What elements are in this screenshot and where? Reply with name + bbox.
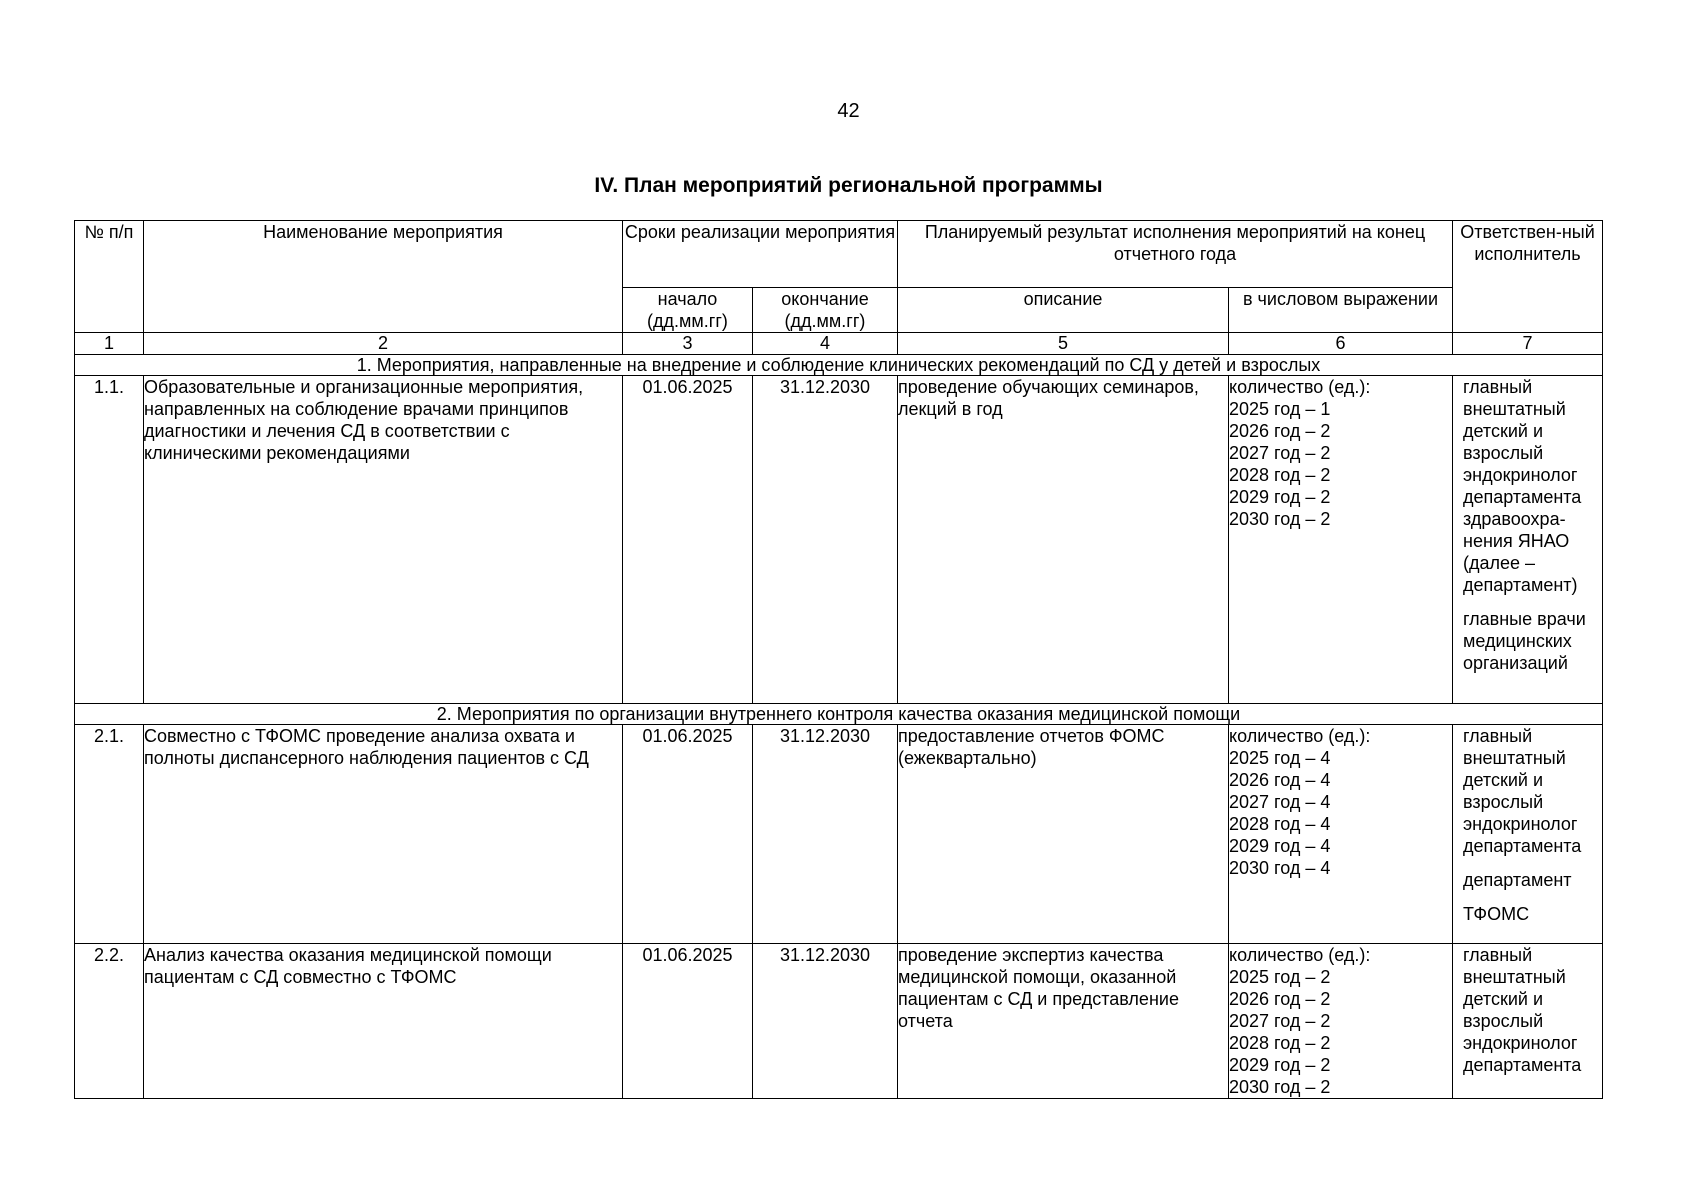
- header-end: окончание (дд.мм.гг): [753, 288, 898, 333]
- row-number: 2.2.: [75, 944, 144, 1099]
- header-name: Наименование мероприятия: [144, 221, 623, 333]
- column-number: 3: [623, 333, 753, 355]
- row-end-date: 31.12.2030: [753, 944, 898, 1099]
- responsible-line: главные врачи медицинских организаций: [1463, 609, 1586, 673]
- row-description: проведение обучающих семинаров, лекций в год: [898, 376, 1229, 704]
- numeric-line: 2029 год – 2: [1229, 487, 1331, 507]
- numeric-line: количество (ед.):: [1229, 726, 1371, 746]
- numeric-line: 2029 год – 2: [1229, 1055, 1331, 1075]
- row-name: Образовательные и организационные мероприятия, направленных на соблюдение врачами принципов диагностики и лечения СД в соответствии с клиническими рекомендациями: [144, 376, 623, 704]
- section-title: 1. Мероприятия, направленные на внедрение и соблюдение клинических рекомендаций по СД у детей и взрослых: [75, 355, 1603, 376]
- section-title: 2. Мероприятия по организации внутреннего контроля качества оказания медицинской помощи: [75, 704, 1603, 725]
- numeric-line: 2027 год – 2: [1229, 1011, 1331, 1031]
- row-description: проведение экспертиз качества медицинской помощи, оказанной пациентам с СД и представление отчета: [898, 944, 1229, 1099]
- header-num: № п/п: [75, 221, 144, 333]
- responsible-line: главный внештатный детский и взрослый эндокринолог департамента: [1463, 726, 1582, 856]
- column-number: 7: [1453, 333, 1603, 355]
- numeric-line: 2025 год – 1: [1229, 399, 1331, 419]
- numeric-line: 2026 год – 4: [1229, 770, 1331, 790]
- header-terms: Сроки реализации мероприятия: [623, 221, 898, 288]
- row-start-date: 01.06.2025: [623, 944, 753, 1099]
- numeric-line: 2028 год – 4: [1229, 814, 1331, 834]
- column-number: 2: [144, 333, 623, 355]
- column-number: 4: [753, 333, 898, 355]
- numeric-line: 2030 год – 4: [1229, 858, 1331, 878]
- row-end-date: 31.12.2030: [753, 376, 898, 704]
- row-description: предоставление отчетов ФОМС (ежеквартально): [898, 725, 1229, 944]
- row-start-date: 01.06.2025: [623, 725, 753, 944]
- section-heading-row: [75, 355, 1603, 376]
- numeric-line: количество (ед.):: [1229, 945, 1371, 965]
- numeric-line: 2026 год – 2: [1229, 421, 1331, 441]
- row-number: 2.1.: [75, 725, 144, 944]
- numeric-line: 2028 год – 2: [1229, 1033, 1331, 1053]
- numeric-line: 2025 год – 4: [1229, 748, 1331, 768]
- column-number: 5: [898, 333, 1229, 355]
- row-start-date: 01.06.2025: [623, 376, 753, 704]
- table-row: [75, 376, 1603, 704]
- column-number: 1: [75, 333, 144, 355]
- row-numeric: [1229, 725, 1453, 944]
- numeric-line: количество (ед.):: [1229, 377, 1371, 397]
- numeric-line: 2030 год – 2: [1229, 509, 1331, 529]
- numeric-line: 2027 год – 2: [1229, 443, 1331, 463]
- header-responsible: Ответствен-ный исполнитель: [1453, 221, 1603, 333]
- responsible-line: департамент: [1463, 870, 1572, 890]
- numeric-line: 2025 год – 2: [1229, 967, 1331, 987]
- responsible-line: главный внештатный детский и взрослый эндокринолог департамента здравоохра-нения ЯНАО (далее – департамент): [1463, 377, 1582, 595]
- row-numeric: [1229, 944, 1453, 1099]
- header-description: описание: [898, 288, 1229, 333]
- action-plan-table: [74, 220, 1603, 1099]
- row-numeric: [1229, 376, 1453, 704]
- numeric-line: 2027 год – 4: [1229, 792, 1331, 812]
- header-numeric: в числовом выражении: [1229, 288, 1453, 333]
- numeric-line: 2026 год – 2: [1229, 989, 1331, 1009]
- responsible-line: ТФОМС: [1463, 904, 1530, 924]
- row-end-date: 31.12.2030: [753, 725, 898, 944]
- numeric-line: 2029 год – 4: [1229, 836, 1331, 856]
- table-row: [75, 944, 1603, 1099]
- row-responsible: [1453, 376, 1603, 704]
- column-number-row: [75, 333, 1603, 355]
- header-start: начало (дд.мм.гг): [623, 288, 753, 333]
- responsible-line: главный внештатный детский и взрослый эндокринолог департамента: [1463, 945, 1582, 1075]
- header-result: Планируемый результат исполнения мероприятий на конец отчетного года: [898, 221, 1453, 288]
- page-number: 42: [837, 100, 860, 122]
- table-row: [75, 725, 1603, 944]
- numeric-line: 2028 год – 2: [1229, 465, 1331, 485]
- numeric-line: 2030 год – 2: [1229, 1077, 1331, 1097]
- page-title: IV. План мероприятий региональной программы: [594, 174, 1103, 197]
- row-number: 1.1.: [75, 376, 144, 704]
- section-heading-row: [75, 704, 1603, 725]
- row-name: Анализ качества оказания медицинской помощи пациентам с СД совместно с ТФОМС: [144, 944, 623, 1099]
- column-number: 6: [1229, 333, 1453, 355]
- row-responsible: [1453, 725, 1603, 944]
- row-name: Совместно с ТФОМС проведение анализа охвата и полноты диспансерного наблюдения пациентов с СД: [144, 725, 623, 944]
- row-responsible: [1453, 944, 1603, 1099]
